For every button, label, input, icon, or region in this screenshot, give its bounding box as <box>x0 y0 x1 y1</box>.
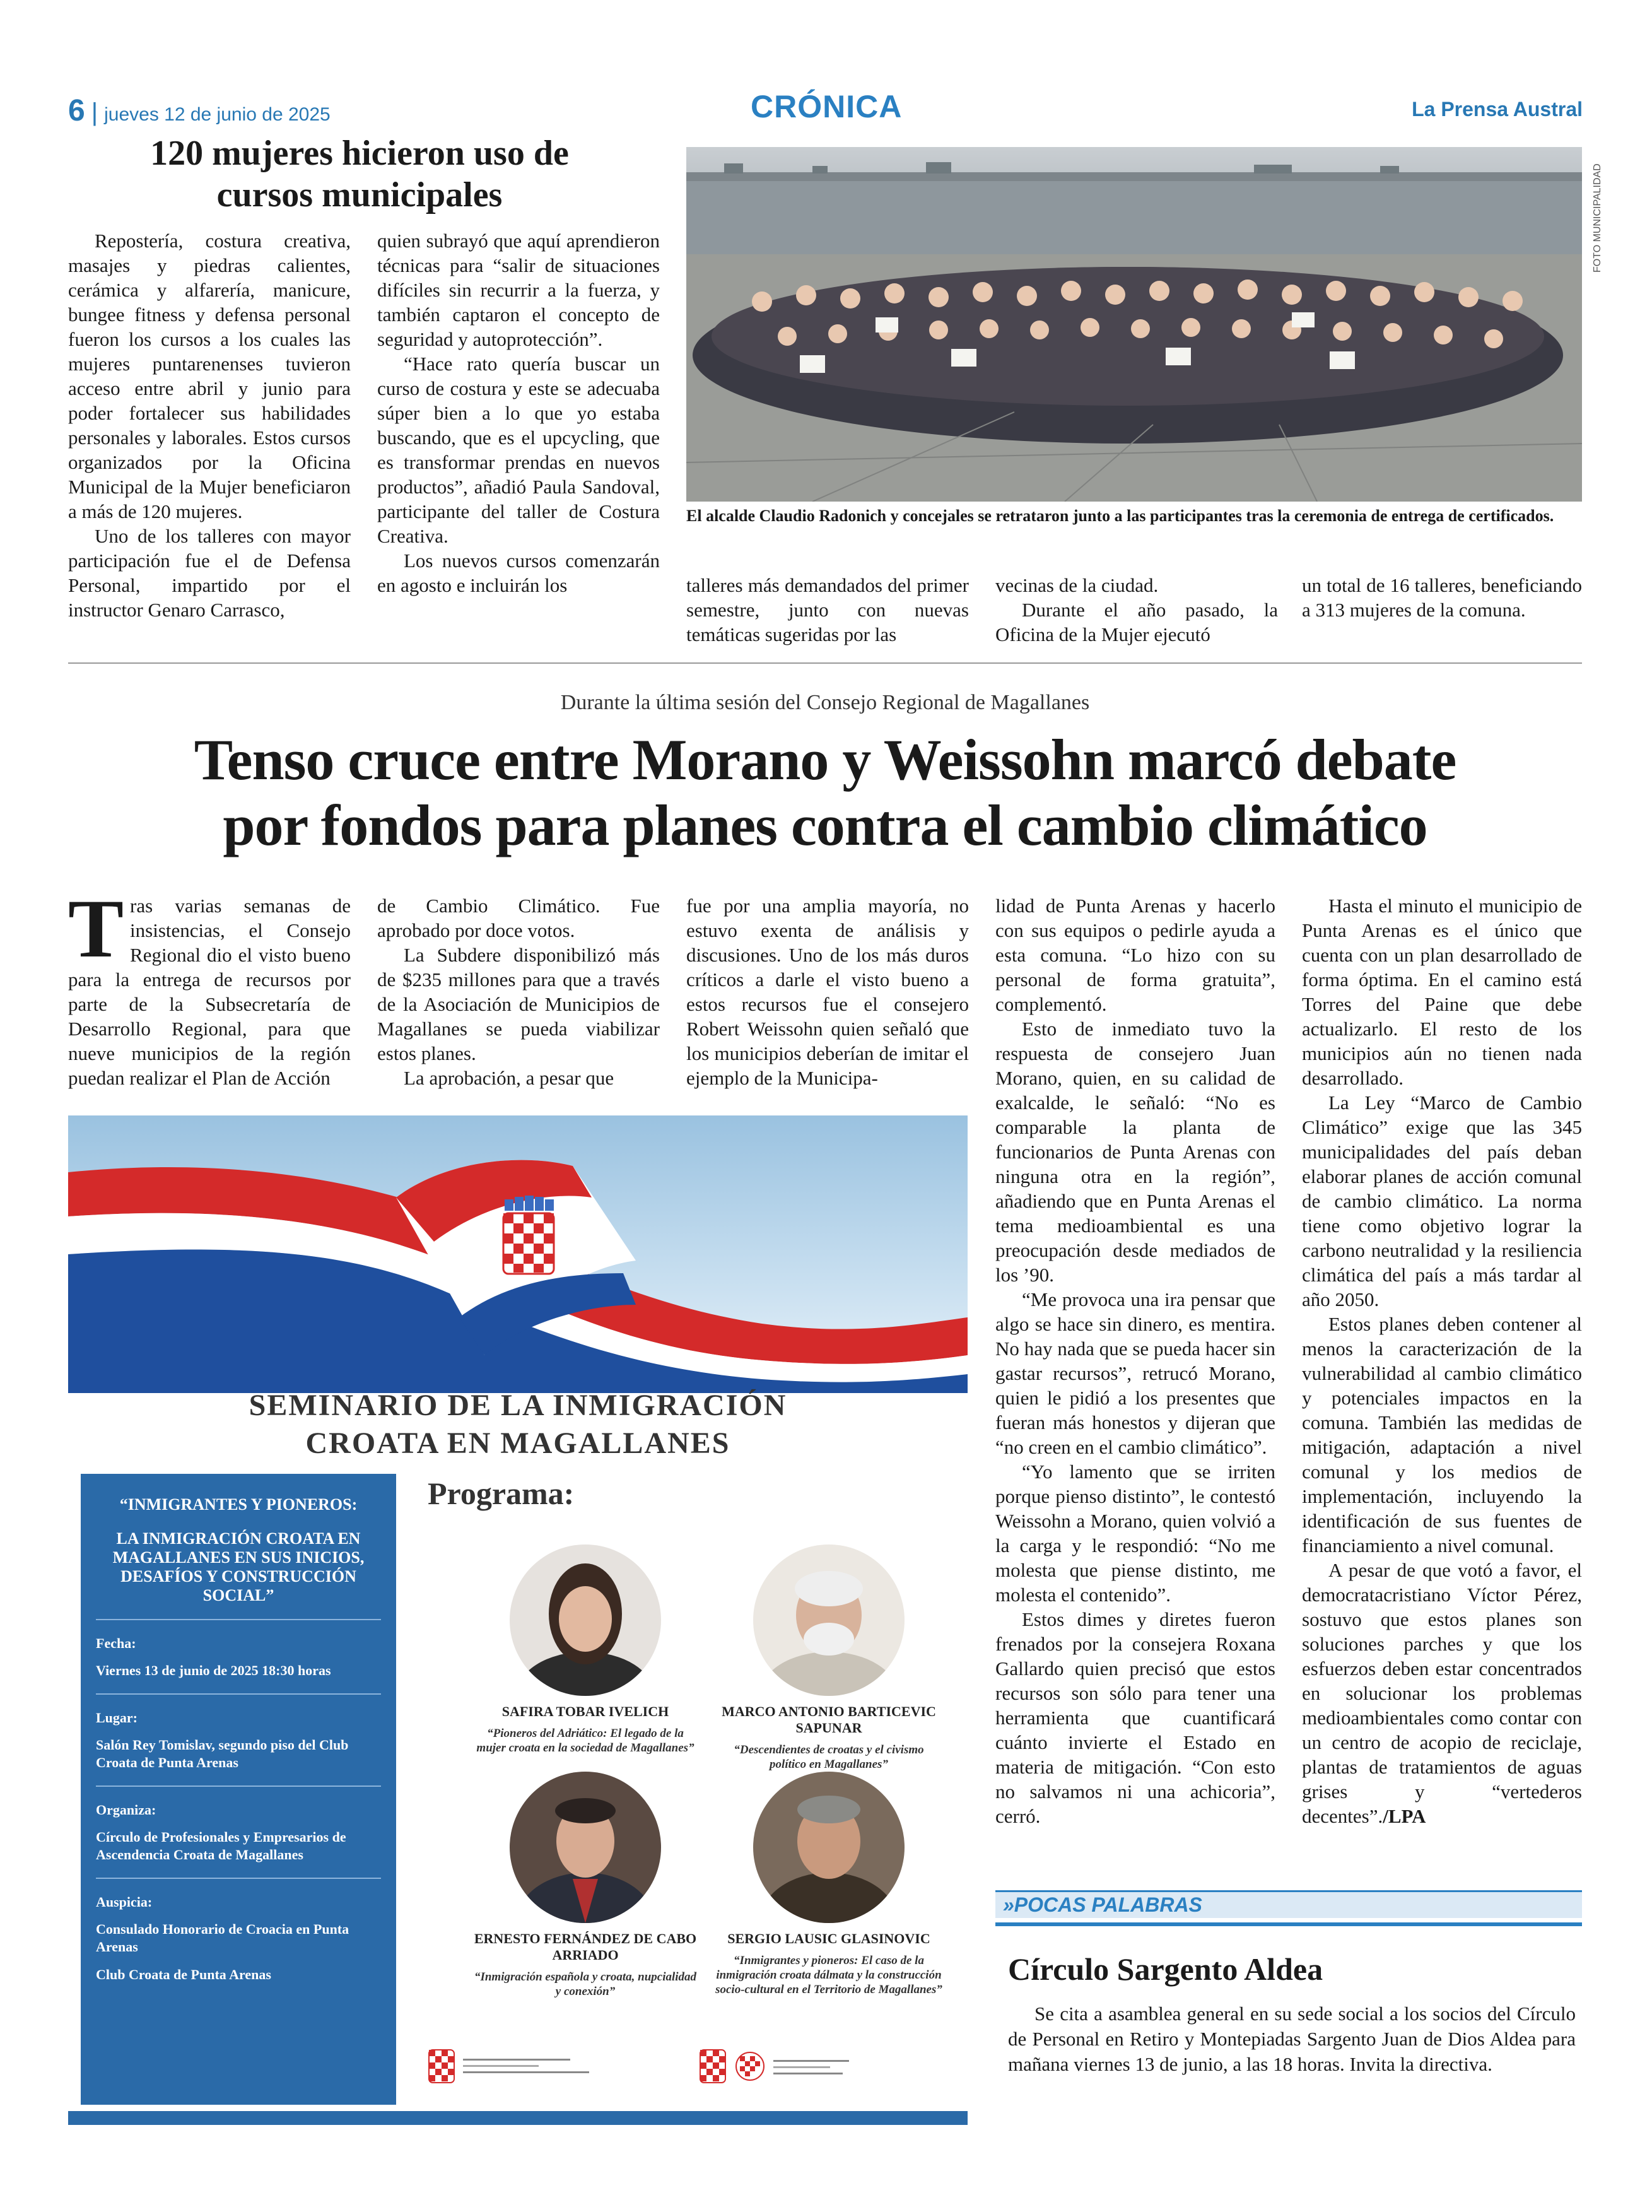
croatian-coat-of-arms <box>503 1196 554 1274</box>
signature: /LPA <box>1383 1805 1426 1827</box>
paragraph: quien subrayó que aquí aprendieron técnicas para “salir de situaciones difíciles sin recurrir a la fuerza, y también captaron el concepto de seguridad y autoprotección”. <box>377 230 660 350</box>
paragraph: Repostería, costura creativa, masajes y piedras calientes, cerámica y alfarería, manicure, bungee fitness y defensa personal fueron los cursos a los cuales las mujeres puntarenenses tuvieron acceso entre abril y junio para poder fortalecer sus habilidades personales y laborales. Estos cursos organizados por la Oficina Municipal de la Mujer beneficiaron a más de 120 mujeres. <box>68 230 351 522</box>
seminar-title <box>68 1387 968 1462</box>
croatian-shield-icon <box>428 2049 455 2084</box>
croatian-flag-ribbon <box>68 1115 968 1393</box>
panel-divider <box>96 1619 381 1620</box>
auspicia-value-1: Consulado Honorario de Croacia en Punta Arenas <box>96 1921 349 1955</box>
headline-line-2: por fondos para planes contra el cambio climático <box>223 793 1427 857</box>
seminar-advertisement <box>68 1115 968 2125</box>
paragraph: Estos dimes y diretes fueron frenados por la consejera Roxana Gallardo quien precisó que estos recursos son sólo para tener una herramienta que cuantificará cuánto invierte el Estado en materia de mitigación. “Con esto no salvamos ni una achicoria”, cerró. <box>995 1608 1275 1827</box>
pocas-palabras-label: »POCAS PALABRAS <box>995 1890 1582 1918</box>
headline-line-1: Tenso cruce entre Morano y Weissohn marcó debate <box>194 727 1456 792</box>
paragraph: talleres más demandados del primer semestre, junto con nuevas temáticas sugeridas por las <box>686 574 969 645</box>
main-article-col3 <box>686 893 969 1090</box>
ad-bottom-bar <box>68 2111 968 2125</box>
main-article-col4 <box>995 893 1275 1828</box>
top-article-col2 <box>377 228 660 597</box>
seminar-info-panel <box>81 1474 396 2105</box>
paragraph: “Hace rato quería buscar un curso de costura y este se adecuaba súper bien a lo que yo estaba buscando, que es el upcycling, que es transformar prendas en nuevos productos”, añadió Paula Sandoval, participante del taller de Costura Creativa. <box>377 353 660 547</box>
paragraph: Hasta el minuto el municipio de Punta Arenas es el único que cuenta con un plan desarrollado de forma óptima. En el camino está Torres del Paine que debe actualizarlo. El resto de los municipios aún no tienen nada desarrollado. <box>1302 895 1582 1089</box>
speaker-card <box>715 1544 942 1772</box>
top-article-col5 <box>1302 573 1582 622</box>
seminar-title-line-1: SEMINARIO DE LA INMIGRACIÓN <box>249 1389 787 1422</box>
seminar-theme-1: “INMIGRANTES Y PIONEROS: <box>119 1495 358 1514</box>
article-headline <box>68 727 1582 858</box>
circulo-logo-text <box>773 2054 862 2079</box>
top-article-col3 <box>686 573 969 647</box>
section-name: CRÓNICA <box>751 89 903 124</box>
paragraph: La Ley “Marco de Cambio Climático” exige que las 345 municipalidades del país deban elaborar planes de acción comunal de cambio climático. La norma tiene como objetivo lograr la carbono neutralidad y la resiliencia climática del país a más tardar al año 2050. <box>1302 1091 1582 1310</box>
paragraph: Esto de inmediato tuvo la respuesta de consejero Juan Morano, quien, en su calidad de exalcalde, le señaló: “No es comparable la planta de funcionarios de Punta Arenas con ninguna otra en la región”, añadiendo que en Punta Arenas el tema medioambiental es una preocupación desde mediados de los ’90. <box>995 1018 1275 1286</box>
paragraph: Durante el año pasado, la Oficina de la Mujer ejecutó <box>995 599 1278 645</box>
paragraph: lidad de Punta Arenas y hacerlo con sus equipos o pedirle ayuda a esta comuna. “Lo hizo con su personal de forma gratuita”, complementó. <box>995 895 1275 1015</box>
article-kicker: Durante la última sesión del Consejo Regional de Magallanes <box>560 691 1090 714</box>
drop-cap: T <box>68 882 124 975</box>
paragraph: vecinas de la ciudad. <box>995 574 1159 596</box>
main-article-col2 <box>377 893 660 1090</box>
panel-divider <box>96 1878 381 1879</box>
seminar-title-line-2: CROATA EN MAGALLANES <box>305 1427 730 1460</box>
paragraph: “Yo lamento que se irriten porque pienso distinto”, le contestó Weissohn a Morano, quien volvió a la carga y le respondió: “No me molesta que piense distinto, me molesta el contenido”. <box>995 1461 1275 1606</box>
paragraph: Los nuevos cursos comenzarán en agosto e incluirán los <box>377 550 660 596</box>
paragraph <box>1302 1558 1582 1828</box>
speaker-name: SERGIO LAUSIC GLASINOVIC <box>727 1931 930 1946</box>
group-photo <box>686 147 1582 502</box>
header-divider: | <box>91 98 98 126</box>
page-header-left <box>68 93 331 128</box>
photo-caption: El alcalde Claudio Radonich y concejales se retrataron junto a las participantes tras la ceremonia de entrega de certificados. <box>686 507 1554 525</box>
speaker-name: SAFIRA TOBAR IVELICH <box>501 1703 669 1719</box>
paragraph-text: A pesar de que votó a favor, el democratacristiano Víctor Pérez, sostuvo que estos planes son soluciones parches y que los esfuerzos deben estar concentrados en solucionar los problemas medioambientales como contar con un centro de acopio de reciclaje, plantas de tratamientos de aguas grises y “vertederos decentes”. <box>1302 1559 1582 1827</box>
issue-date: jueves 12 de junio de 2025 <box>104 104 331 125</box>
speaker-photo <box>753 1772 905 1923</box>
pocas-palabras-title: Círculo Sargento Aldea <box>1008 1951 1323 1987</box>
top-article-col4 <box>995 573 1278 647</box>
auspicia-value-2: Club Croata de Punta Arenas <box>96 1967 271 1982</box>
seminar-theme-2: LA INMIGRACIÓN CROATA EN MAGALLANES EN SUS INICIOS, DESAFÍOS Y CONSTRUCCIÓN SOCIAL” <box>112 1529 365 1604</box>
pocas-palabras-label-text: POCAS PALABRAS <box>1014 1893 1202 1916</box>
speaker-photo <box>753 1544 905 1696</box>
panel-divider <box>96 1693 381 1695</box>
paragraph: ras varias semanas de insistencias, el Consejo Regional dio el visto bueno para la entrega de recursos por parte de la Subsecretaría de Desarrollo Regional, para que nueve municipios de la región puedan realizar el Plan de Acción <box>68 895 351 1089</box>
organiza-label: Organiza: <box>96 1802 156 1818</box>
speaker-name: ERNESTO FERNÁNDEZ DE CABO ARRIADO <box>474 1931 697 1963</box>
sponsor-logos-left <box>428 2038 614 2095</box>
section-divider <box>68 662 1582 664</box>
sponsor-logos-right <box>699 2038 862 2095</box>
paragraph: un total de 16 talleres, beneficiando a 313 mujeres de la comuna. <box>1302 574 1582 621</box>
speaker-photo <box>510 1772 661 1923</box>
paragraph: La aprobación, a pesar que <box>404 1067 614 1089</box>
panel-divider <box>96 1785 381 1787</box>
paragraph: La Subdere disponibilizó más de $235 millones para que a través de la Asociación de Municipios de Magallanes se pueda viabilizar estos planes. <box>377 944 660 1064</box>
speaker-photo <box>510 1544 661 1696</box>
speaker-name: MARCO ANTONIO BARTICEVIC SAPUNAR <box>722 1703 936 1736</box>
main-article-col5 <box>1302 893 1582 1828</box>
speaker-card <box>715 1772 942 1997</box>
paragraph: fue por una amplia mayoría, no estuvo exenta de análisis y discusiones. Uno de los más duros críticos a darle el visto bueno a estos recursos fue el consejero Robert Weissohn quien señaló que los municipios deberían de imitar el ejemplo de la Municipa- <box>686 895 969 1089</box>
photo-credit: FOTO MUNICIPALIDAD <box>1592 163 1603 273</box>
club-croata-shield-icon <box>699 2049 727 2084</box>
paragraph: Uno de los talleres con mayor participación fue el de Defensa Personal, impartido por el instructor Genaro Carrasco, <box>68 525 351 621</box>
auspicia-label: Auspicia: <box>96 1894 153 1910</box>
paragraph: Se cita a asamblea general en su sede social a los socios del Círculo de Personal en Retiro y Montepiadas Sargento Juan de Dios Aldea para mañana viernes 13 de junio, a las 18 horas. Invita la directiva. <box>1008 2003 1576 2075</box>
speaker-talk: “Pioneros del Adriático: El legado de la mujer croata en la sociedad de Magallanes” <box>476 1727 694 1755</box>
lugar-label: Lugar: <box>96 1710 138 1726</box>
publication-name: La Prensa Austral <box>1412 98 1583 121</box>
consulate-logo-text <box>463 2054 614 2079</box>
page-number: 6 <box>68 94 85 127</box>
speaker-talk: “Descendientes de croatas y el civismo político en Magallanes” <box>734 1743 924 1771</box>
organiza-value: Círculo de Profesionales y Empresarios de Ascendencia Croata de Magallanes <box>96 1829 346 1862</box>
fecha-label: Fecha: <box>96 1635 136 1651</box>
fecha-value: Viernes 13 de junio de 2025 18:30 horas <box>96 1662 331 1678</box>
top-article-col1 <box>68 228 351 622</box>
pocas-palabras-rule <box>995 1922 1582 1926</box>
lugar-value: Salón Rey Tomislav, segundo piso del Club Croata de Punta Arenas <box>96 1737 349 1770</box>
speaker-card <box>472 1772 699 1999</box>
speaker-card <box>472 1544 699 1755</box>
top-article-title: 120 mujeres hicieron uso de cursos municipales <box>150 134 569 215</box>
paragraph: “Me provoca una ira pensar que algo se hace sin dinero, es mentira. No hay nada que se pueda hacer sin gastar recursos”, retrucó Morano, quien le pidió a los presentes que fueran más honestos y dijeran que “no creen en el cambio climático”. <box>995 1288 1275 1458</box>
circulo-profesionales-logo-icon <box>734 2050 766 2082</box>
speaker-talk: “Inmigración española y croata, nupcialidad y conexión” <box>474 1970 697 1998</box>
pocas-palabras-text <box>1008 2001 1576 2077</box>
paragraph: de Cambio Climático. Fue aprobado por doce votos. <box>377 895 660 941</box>
main-article-col1 <box>68 882 351 1090</box>
paragraph: Estos planes deben contener al menos la caracterización de la vulnerabilidad al cambio climático y potenciales impactos en la comuna. También las medidas de mitigación, adaptación a nivel comunal y los medios de implementación, incluyendo la identificación de sus fuentes de financiamiento a nivel comunal. <box>1302 1313 1582 1556</box>
programa-heading: Programa: <box>428 1476 575 1511</box>
speaker-talk: “Inmigrantes y pioneros: El caso de la inmigración croata dálmata y la construcción socio-cultural en el Territorio de Magallanes” <box>715 1954 942 1996</box>
